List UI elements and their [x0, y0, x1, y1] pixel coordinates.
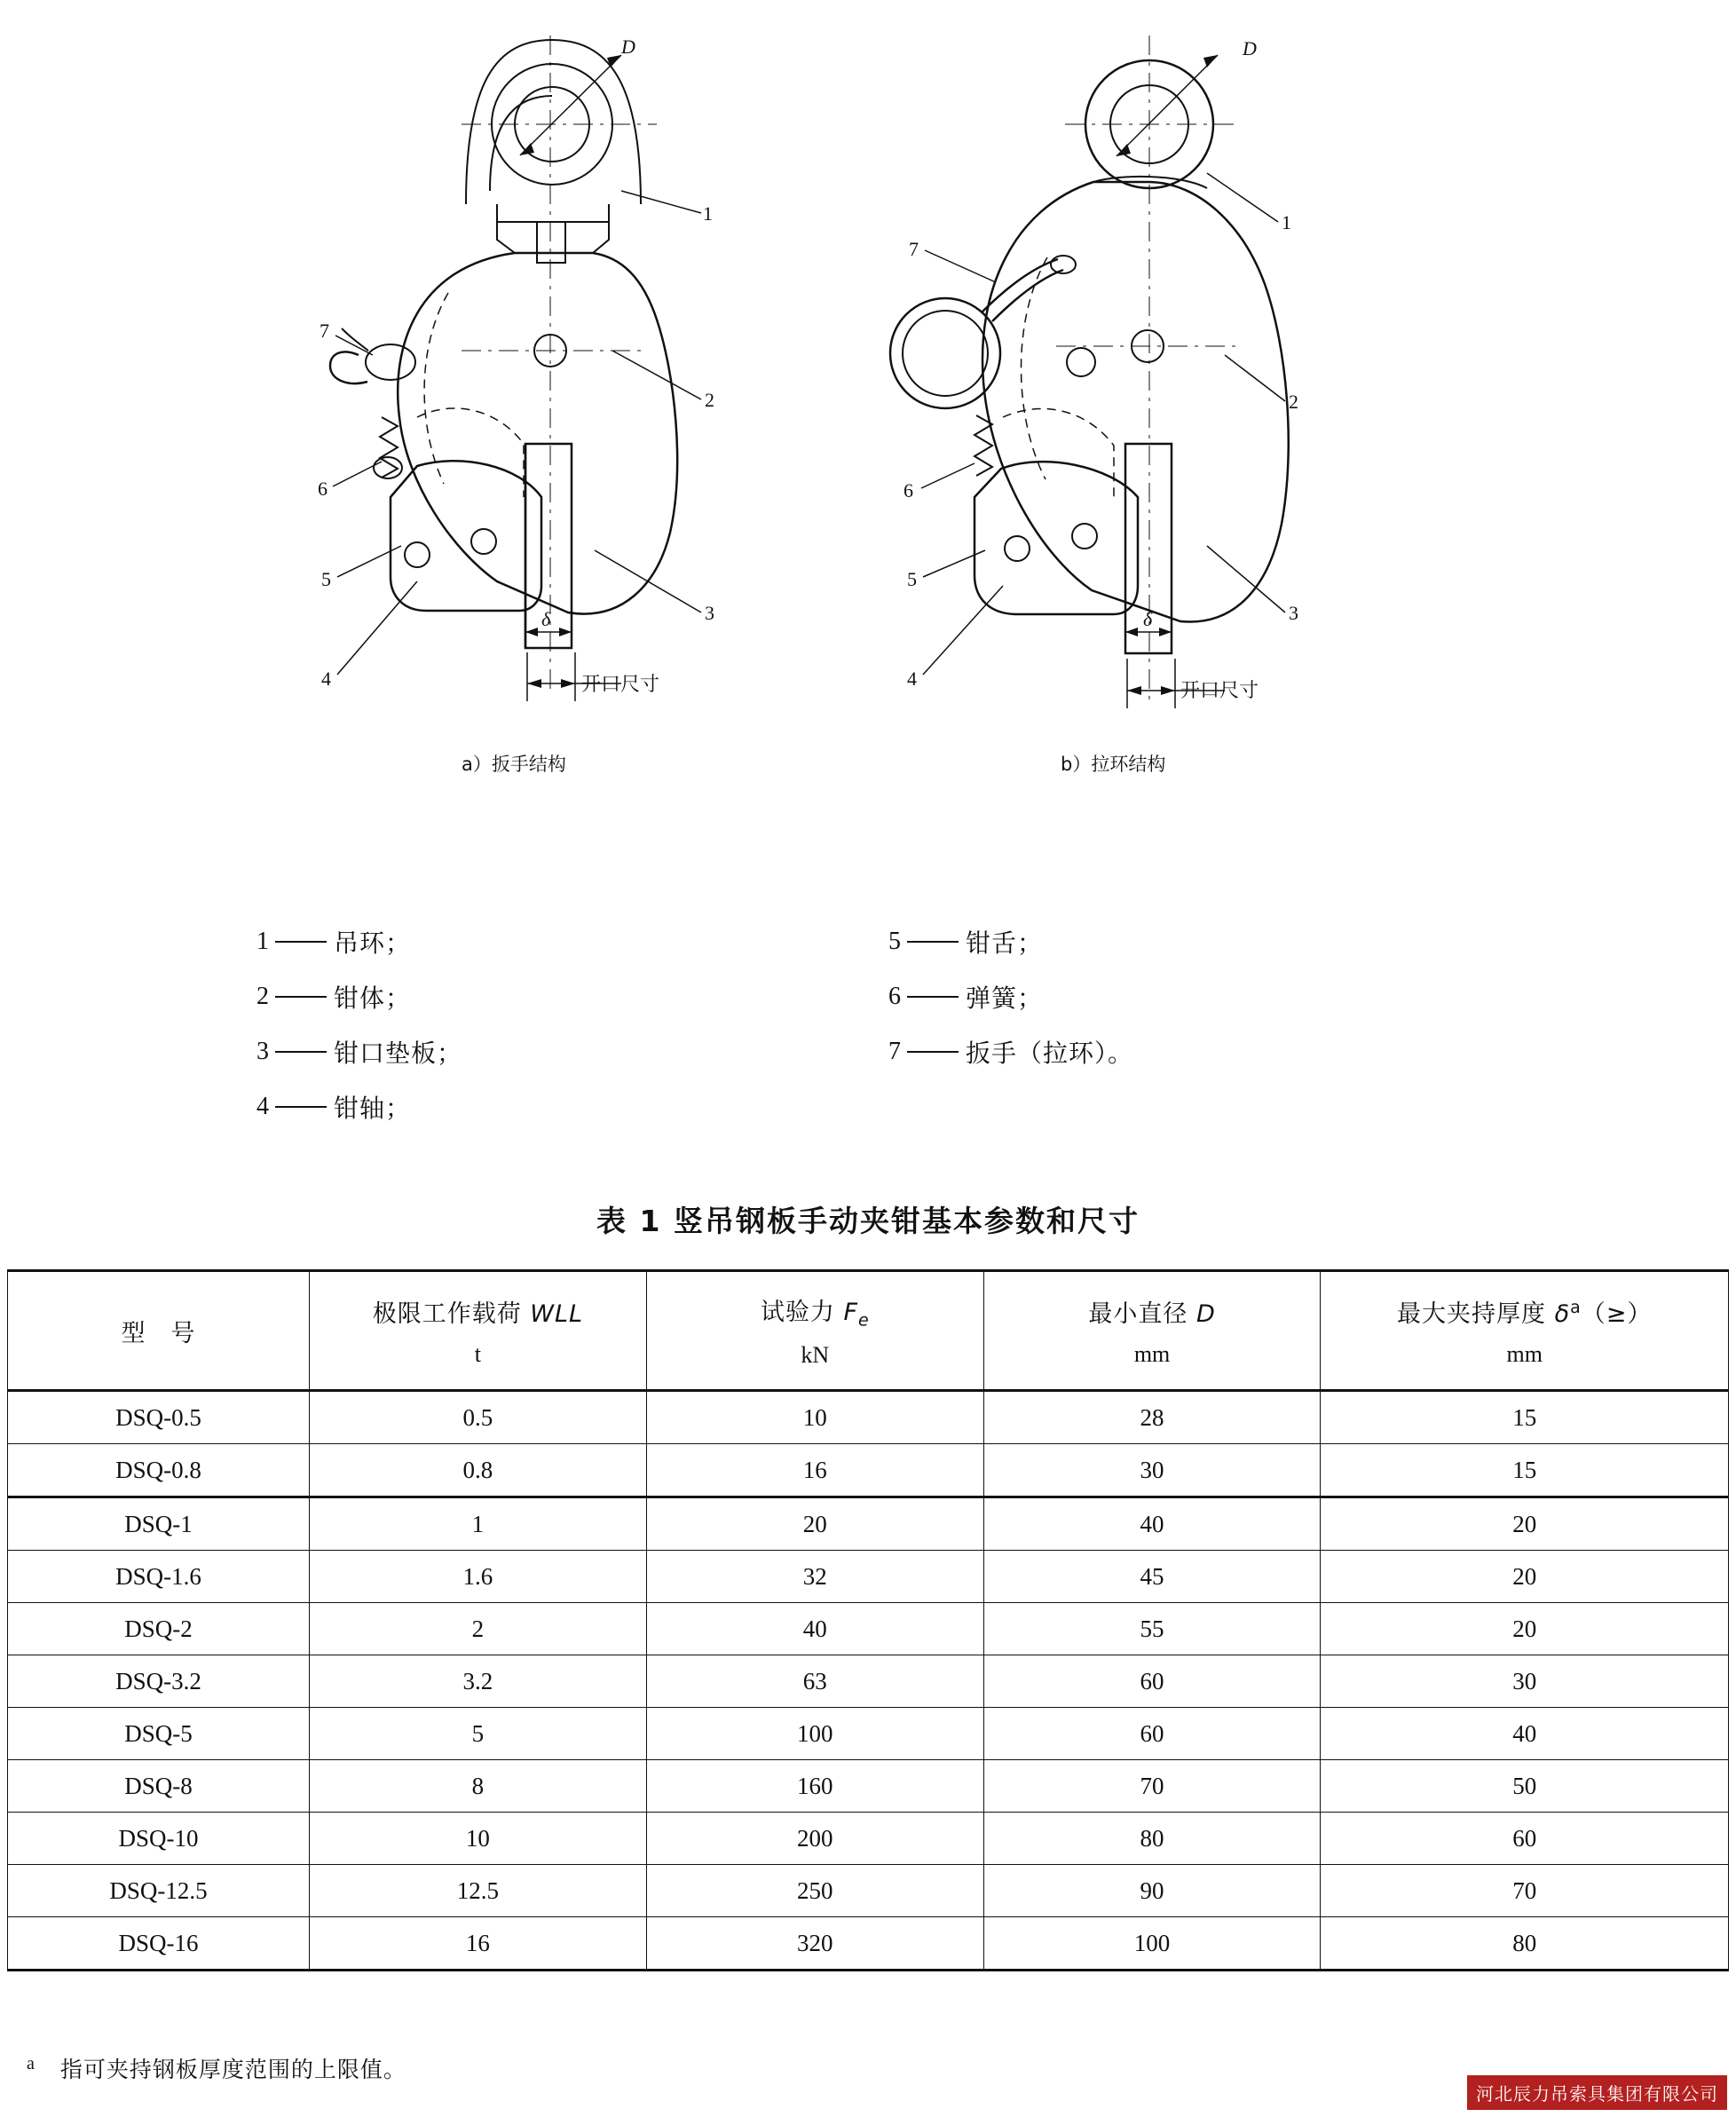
label-d-b: D	[1243, 37, 1257, 59]
legend-item	[247, 1024, 462, 1079]
cell-test-force: 320	[646, 1917, 983, 1971]
legend-column-right	[879, 914, 1133, 1079]
label-opening-a: 开口尺寸	[581, 674, 660, 696]
column-header-test-force-text: 试验力 $F_e$	[760, 1298, 870, 1331]
cell-max-thickness: 60	[1321, 1813, 1729, 1865]
column-header-min-diameter-text: 最小直径 D	[1088, 1299, 1216, 1328]
column-header-model-text: 型 号	[121, 1319, 196, 1347]
legend-item	[247, 1079, 462, 1134]
table-row	[8, 1497, 1729, 1551]
legend-item	[879, 914, 1133, 969]
cell-max-thickness: 30	[1321, 1655, 1729, 1708]
legend-number: 6	[888, 983, 902, 1010]
callout-a-5: 5	[321, 568, 331, 590]
cell-test-force: 200	[646, 1813, 983, 1865]
legend-label: 钳口垫板；	[334, 1039, 463, 1068]
cell-test-force: 10	[646, 1391, 983, 1444]
cell-test-force: 250	[646, 1865, 983, 1917]
table-body	[8, 1391, 1729, 1971]
cell-wll: 3.2	[309, 1655, 646, 1708]
column-header-test-force	[646, 1271, 983, 1391]
callout-a-1: 1	[703, 202, 713, 225]
cell-max-thickness: 20	[1321, 1603, 1729, 1655]
cell-max-thickness: 70	[1321, 1865, 1729, 1917]
table-row	[8, 1551, 1729, 1603]
legend-label: 钳体；	[334, 983, 412, 1013]
cell-wll: 5	[309, 1708, 646, 1760]
cell-model: DSQ-0.8	[8, 1444, 310, 1497]
table-row	[8, 1708, 1729, 1760]
figure-caption-b: b）拉环结构	[1061, 754, 1166, 775]
figure-area	[0, 0, 1736, 799]
cell-min-diameter: 70	[983, 1760, 1321, 1813]
cell-model: DSQ-12.5	[8, 1865, 310, 1917]
legend-item	[247, 914, 462, 969]
clamp-diagram	[0, 0, 1736, 799]
legend-label: 钳舌；	[966, 928, 1044, 958]
cell-test-force: 16	[646, 1444, 983, 1497]
footnote-text: 指可夹持钢板厚度范围的上限值。	[59, 2057, 406, 2082]
cell-min-diameter: 28	[983, 1391, 1321, 1444]
callout-a-3: 3	[705, 602, 714, 624]
cell-model: DSQ-1	[8, 1497, 310, 1551]
legend-dash-icon	[907, 1051, 959, 1053]
cell-min-diameter: 60	[983, 1655, 1321, 1708]
cell-min-diameter: 45	[983, 1551, 1321, 1603]
table-footnote	[27, 2052, 406, 2084]
column-header-wll-unit: t	[474, 1340, 482, 1367]
callout-a-7: 7	[320, 320, 329, 342]
cell-max-thickness: 50	[1321, 1760, 1729, 1813]
callout-b-2: 2	[1289, 391, 1298, 413]
column-header-max-thickness-text: 最大夹持厚度 $\delta^a(\ge)$	[1397, 1297, 1653, 1328]
table-title: 表 1 竖吊钢板手动夹钳基本参数和尺寸	[596, 1204, 1140, 1238]
cell-min-diameter: 40	[983, 1497, 1321, 1551]
figure-b-ring-structure	[890, 36, 1289, 708]
cell-test-force: 100	[646, 1708, 983, 1760]
footnote-mark: a	[27, 2053, 36, 2074]
column-header-min-diameter-unit: mm	[1133, 1340, 1171, 1367]
table-row	[8, 1865, 1729, 1917]
cell-model: DSQ-5	[8, 1708, 310, 1760]
table-row	[8, 1917, 1729, 1971]
callout-b-7: 7	[909, 238, 919, 260]
label-d-a: D	[621, 36, 635, 58]
callout-b-3: 3	[1289, 602, 1298, 624]
cell-min-diameter: 100	[983, 1917, 1321, 1971]
callout-a-4: 4	[321, 667, 331, 690]
cell-test-force: 40	[646, 1603, 983, 1655]
cell-wll: 0.8	[309, 1444, 646, 1497]
legend-item	[879, 1024, 1133, 1079]
cell-min-diameter: 60	[983, 1708, 1321, 1760]
cell-max-thickness: 15	[1321, 1444, 1729, 1497]
cell-model: DSQ-10	[8, 1813, 310, 1865]
figure-a-wrench-structure	[330, 36, 701, 701]
legend-item	[879, 969, 1133, 1024]
cell-test-force: 160	[646, 1760, 983, 1813]
legend-label: 扳手（拉环）。	[966, 1039, 1134, 1068]
table-row	[8, 1760, 1729, 1813]
cell-min-diameter: 30	[983, 1444, 1321, 1497]
cell-test-force: 63	[646, 1655, 983, 1708]
cell-min-diameter: 90	[983, 1865, 1321, 1917]
column-header-max-thickness-unit: mm	[1506, 1340, 1543, 1367]
legend-item	[247, 969, 462, 1024]
legend-dash-icon	[275, 1051, 327, 1053]
cell-model: DSQ-1.6	[8, 1551, 310, 1603]
legend-dash-icon	[275, 941, 327, 943]
cell-wll: 0.5	[309, 1391, 646, 1444]
cell-model: DSQ-3.2	[8, 1655, 310, 1708]
table-head	[8, 1271, 1729, 1391]
legend-label: 钳轴；	[334, 1094, 412, 1123]
legend-number: 2	[256, 983, 270, 1010]
table-header-row	[8, 1271, 1729, 1391]
cell-model: DSQ-16	[8, 1917, 310, 1971]
label-opening-b: 开口尺寸	[1180, 680, 1259, 702]
column-header-wll-text: 极限工作载荷 WLL	[372, 1299, 584, 1328]
legend-dash-icon	[275, 1106, 327, 1108]
figure-legend	[0, 914, 1736, 1145]
column-header-min-diameter	[983, 1271, 1321, 1391]
legend-number: 3	[256, 1038, 270, 1065]
cell-max-thickness: 20	[1321, 1551, 1729, 1603]
legend-label: 弹簧；	[966, 983, 1044, 1013]
legend-dash-icon	[275, 996, 327, 998]
company-watermark: 河北辰力吊索具集团有限公司	[1467, 2075, 1727, 2110]
column-header-test-force-unit: kN	[801, 1342, 830, 1369]
legend-label: 吊环；	[334, 928, 412, 958]
table-row	[8, 1603, 1729, 1655]
callout-a-2: 2	[705, 389, 714, 411]
cell-wll: 1.6	[309, 1551, 646, 1603]
cell-test-force: 32	[646, 1551, 983, 1603]
label-delta-a: δ	[541, 608, 551, 630]
legend-number: 5	[888, 928, 902, 955]
legend-number: 7	[888, 1038, 902, 1065]
column-header-max-thickness	[1321, 1271, 1729, 1391]
cell-max-thickness: 80	[1321, 1917, 1729, 1971]
cell-min-diameter: 80	[983, 1813, 1321, 1865]
legend-column-left	[247, 914, 462, 1134]
table-row	[8, 1655, 1729, 1708]
cell-max-thickness: 40	[1321, 1708, 1729, 1760]
cell-wll: 16	[309, 1917, 646, 1971]
table-row	[8, 1391, 1729, 1444]
cell-wll: 12.5	[309, 1865, 646, 1917]
legend-number: 1	[256, 928, 270, 955]
cell-max-thickness: 20	[1321, 1497, 1729, 1551]
cell-model: DSQ-8	[8, 1760, 310, 1813]
callout-b-4: 4	[907, 667, 917, 690]
cell-wll: 2	[309, 1603, 646, 1655]
cell-wll: 10	[309, 1813, 646, 1865]
parameters-table	[7, 1269, 1729, 1971]
cell-wll: 1	[309, 1497, 646, 1551]
table-row	[8, 1444, 1729, 1497]
legend-dash-icon	[907, 996, 959, 998]
table-row	[8, 1813, 1729, 1865]
legend-dash-icon	[907, 941, 959, 943]
cell-wll: 8	[309, 1760, 646, 1813]
cell-model: DSQ-2	[8, 1603, 310, 1655]
callout-a-6: 6	[318, 478, 327, 500]
cell-min-diameter: 55	[983, 1603, 1321, 1655]
cell-test-force: 20	[646, 1497, 983, 1551]
column-header-wll	[309, 1271, 646, 1391]
column-header-model	[8, 1271, 310, 1391]
callout-b-5: 5	[907, 568, 917, 590]
cell-model: DSQ-0.5	[8, 1391, 310, 1444]
callout-b-1: 1	[1282, 211, 1291, 233]
figure-caption-a: a）扳手结构	[462, 754, 566, 775]
cell-max-thickness: 15	[1321, 1391, 1729, 1444]
label-delta-b: δ	[1143, 608, 1153, 630]
callout-b-6: 6	[904, 479, 913, 502]
parameters-table-wrap	[7, 1269, 1729, 1971]
legend-number: 4	[256, 1093, 270, 1120]
